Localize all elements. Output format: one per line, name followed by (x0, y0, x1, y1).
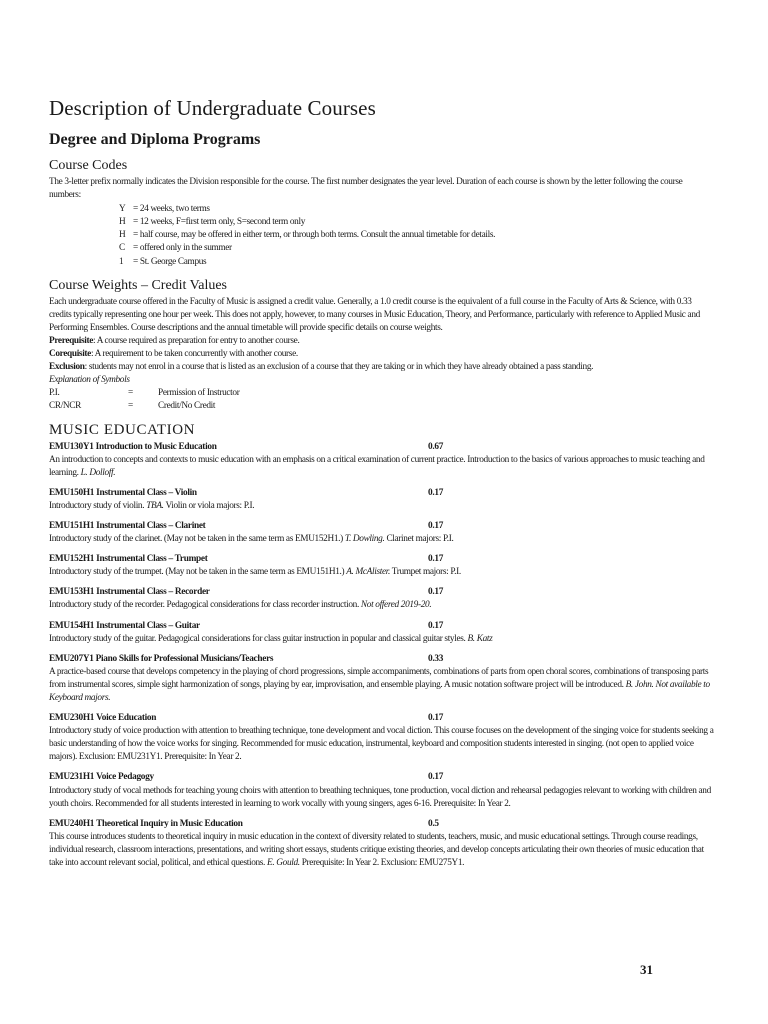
music-education-heading: MUSIC EDUCATION (49, 421, 196, 438)
course-description: Introductory study of the clarinet. (May not be taken in the same term as EMU152H1.) T. Dowling. Clarinet majors: P.I. (49, 534, 454, 545)
course-credit: 0.17 (428, 487, 444, 498)
symbols-list (49, 387, 715, 413)
course-entry (49, 520, 715, 546)
course-credit: 0.17 (428, 713, 444, 724)
prerequisite-definition: Prerequisite: A course required as preparation for entry to another course. (49, 335, 300, 346)
corequisite-definition: Corequisite: A requirement to be taken concurrently with another course. (49, 349, 298, 360)
code-row: Y = 24 weeks, two terms (119, 204, 210, 215)
course-description: Introductory study of vocal methods for teaching young choirs with attention to breathing techniques, tone production, vocal diction and rehearsal pedagogies relevant to working with children and youth choirs. Recommended for all students interested in learning to work vocally with young singers, ages 6-16. Prerequisite: In Year 2. (49, 785, 711, 809)
course-description: Introductory study of violin. TBA. Violin or viola majors: P.I. (49, 500, 255, 511)
course-entry (49, 818, 715, 870)
page-number: 31 (640, 962, 653, 977)
course-weights-heading: Course Weights – Credit Values (49, 277, 228, 293)
course-description: Introductory study of the trumpet. (May not be taken in the same term as EMU151H1.) A. McAlister. Trumpet majors: P.I. (49, 567, 461, 578)
course-credit: 0.33 (428, 653, 444, 664)
page-title: Description of Undergraduate Courses (49, 96, 376, 120)
course-entry (49, 487, 715, 513)
course-credit: 0.17 (428, 520, 444, 531)
course-codes-intro: The 3-letter prefix normally indicates the Division responsible for the course. The first number designates the year level. Duration of each course is shown by the letter following the course numbers: (49, 177, 683, 201)
course-description: An introduction to concepts and contexts to music education with an emphasis on a critical examination of current practice. Introduction to the basics of various approaches to music teaching and learning. L. Dolloff. (49, 454, 705, 478)
code-row: 1 = St. George Campus (119, 256, 207, 267)
code-row: H = half course, may be offered in either term, or through both terms. Consult the annual timetable for details. (119, 230, 496, 241)
symbol-row: P.I. = Permission of Instructor (49, 388, 240, 399)
course-credit: 0.17 (428, 587, 444, 598)
course-title: EMU154H1 Instrumental Class – Guitar (49, 620, 200, 631)
exclusion-definition: Exclusion: students may not enrol in a course that is listed as an exclusion of a course that they are taking or in which they have already obtained a pass standing. (49, 362, 594, 373)
course-entry (49, 441, 715, 480)
course-title: EMU207Y1 Piano Skills for Professional Musicians/Teachers (49, 653, 274, 664)
course-credit: 0.17 (428, 772, 444, 783)
course-description: Introductory study of the recorder. Pedagogical considerations for class recorder instruction. Not offered 2019-20. (49, 600, 432, 611)
course-credit: 0.67 (428, 441, 444, 452)
code-row: C = offered only in the summer (119, 243, 232, 254)
document-page (49, 96, 715, 877)
course-title: EMU150H1 Instrumental Class – Violin (49, 487, 197, 498)
course-title: EMU153H1 Instrumental Class – Recorder (49, 587, 210, 598)
course-description: Introductory study of the guitar. Pedagogical considerations for class guitar instruction in popular and classical guitar styles. B. Katz (49, 633, 493, 644)
course-description: Introductory study of voice production with attention to breathing technique, tone development and vocal diction. This course focuses on the development of the singing voice for students seeking a basic understanding of how the voice works for singing. Recommended for music education, instrumental, keyboard and composition students interested in singing. (not open to applied voice majors). Exclusion: EMU231Y1. Prerequisite: In Year 2. (49, 726, 714, 763)
course-title: EMU151H1 Instrumental Class – Clarinet (49, 520, 206, 531)
course-codes-list (119, 203, 715, 268)
course-credit: 0.17 (428, 554, 444, 565)
course-description: This course introduces students to theoretical inquiry in music education in the context of diversity related to students, teachers, music, and music educational settings. Through course readings, individual research, classroom interactions, presentations, and writing short essays, students critique existing theories, and develop concepts articulating their own theories of music education that take into account relevant social, political, and ethical questions. E. Gould. Prerequisite: In Year 2. Exclusion: EMU275Y1. (49, 831, 704, 869)
course-title: EMU130Y1 Introduction to Music Education (49, 441, 217, 452)
course-entry (49, 586, 715, 612)
course-entry (49, 653, 715, 705)
course-entry (49, 553, 715, 579)
course-entry (49, 712, 715, 764)
course-weights-intro: Each undergraduate course offered in the Faculty of Music is assigned a credit value. Generally, a 1.0 credit course is the equivalent of a full course in the Faculty of Arts & Science, with 0.33 credits typically representing one hour per week. This does not apply, however, to many courses in Music Education, Theory, and Performance, particularly with reference to Applied Music and Performing Ensembles. Course descriptions and the annual timetable will provide specific details on course weights. (49, 296, 700, 333)
course-title: EMU230H1 Voice Education (49, 713, 157, 724)
course-title: EMU152H1 Instrumental Class – Trumpet (49, 554, 208, 565)
course-title: EMU240H1 Theoretical Inquiry in Music Education (49, 818, 243, 829)
page-subtitle: Degree and Diploma Programs (49, 131, 261, 148)
course-codes-heading: Course Codes (49, 158, 128, 173)
course-credit: 0.5 (428, 818, 439, 829)
course-title: EMU231H1 Voice Pedagogy (49, 772, 154, 783)
course-description: A practice-based course that develops competency in the playing of chord progressions, simple accompaniments, combinations of parts from open choral scores, combinations of transposing parts from instrumental scores, simple sight harmonization of songs, playing by ear, improvisation, and ensemble playing. A music notation software project will be introduced. B. John. Not available to Keyboard majors. (49, 666, 710, 703)
course-entry (49, 620, 715, 646)
course-entry (49, 771, 715, 810)
symbol-row: CR/NCR = Credit/No Credit (49, 401, 216, 412)
code-row: H = 12 weeks, F=first term only, S=second term only (119, 217, 306, 228)
symbols-heading: Explanation of Symbols (49, 375, 130, 386)
course-credit: 0.17 (428, 620, 444, 631)
